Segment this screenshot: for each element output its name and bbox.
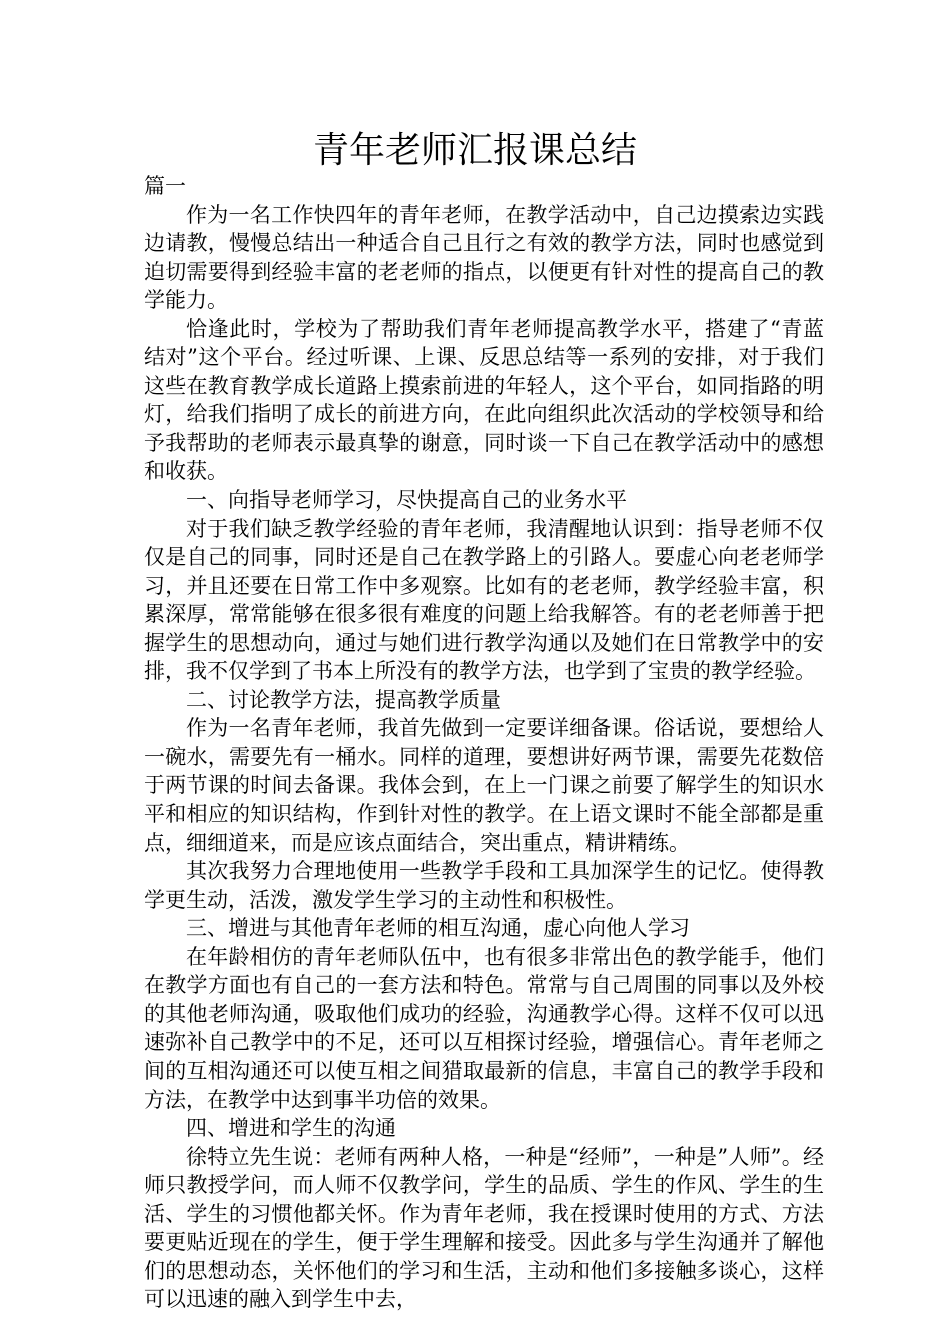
section-label: 篇一 <box>144 174 186 198</box>
paragraph-teaching-tools: 其次我努力合理地使用一些教学手段和工具加深学生的记忆。使得教学更生动，活泼，激发学生学习的主动性和积极性。 <box>144 859 824 912</box>
paragraph-platform: 恰逢此时，学校为了帮助我们青年老师提高教学水平，搭建了“青蓝结对”这个平台。经过听课、上课、反思总结等一系列的安排，对于我们这些在教育教学成长道路上摸索前进的年轻人，这个平台，如同指路的明灯，给我们指明了成长的前进方向，在此向组织此次活动的学校领导和给予我帮助的老师表示最真挚的谢意，同时谈一下自己在教学活动中的感想和收获。 <box>144 316 824 484</box>
document-title: 青年老师汇报课总结 <box>312 130 637 171</box>
heading-section-4: 四、增进和学生的沟通 <box>186 1116 396 1141</box>
heading-section-1: 一、向指导老师学习，尽快提高自己的业务水平 <box>186 488 627 513</box>
paragraph-intro: 作为一名工作快四年的青年老师，在教学活动中，自己边摸索边实践边请教，慢慢总结出一种适合自己且行之有效的教学方法，同时也感觉到迫切需要得到经验丰富的老老师的指点，以便更有针对性的提高自己的教学能力。 <box>144 202 824 313</box>
heading-section-3: 三、增进与其他青年老师的相互沟通，虚心向他人学习 <box>186 916 690 941</box>
heading-section-2: 二、讨论教学方法，提高教学质量 <box>186 687 501 712</box>
paragraph-mentor: 对于我们缺乏教学经验的青年老师，我清醒地认识到：指导老师不仅仅是自己的同事，同时还是自己在教学路上的引路人。要虚心向老老师学习，并且还要在日常工作中多观察。比如有的老老师，教学经验丰富，积累深厚，常常能够在很多很有难度的问题上给我解答。有的老老师善于把握学生的思想动向，通过与她们进行教学沟通以及她们在日常教学中的安排，我不仅学到了书本上所没有的教学方法，也学到了宝贵的教学经验。 <box>144 516 824 684</box>
paragraph-peer-communication: 在年龄相仿的青年老师队伍中，也有很多非常出色的教学能手，他们在教学方面也有自己的一套方法和特色。常常与自己周围的同事以及外校的其他老师沟通，吸取他们成功的经验，沟通教学心得。这样不仅可以迅速弥补自己教学中的不足，还可以互相探讨经验，增强信心。青年老师之间的互相沟通还可以使互相之间猎取最新的信息，丰富自己的教学手段和方法，在教学中达到事半功倍的效果。 <box>144 944 824 1112</box>
paragraph-student-communication: 徐特立先生说：老师有两种人格，一种是“经师”，一种是”人师”。经师只教授学问，而人师不仅教学问，学生的品质、学生的作风、学生的生活、学生的习惯他都关怀。作为青年老师，我在授课时使用的方式、方法要更贴近现在的学生，便于学生理解和接受。因此多与学生沟通并了解他们的思想动态，关怀他们的学习和生活，主动和他们多接触多谈心，这样可以迅速的融入到学生中去， <box>144 1144 824 1312</box>
paragraph-lesson-prep: 作为一名青年老师，我首先做到一定要详细备课。俗话说，要想给人一碗水，需要先有一桶水。同样的道理，要想讲好两节课，需要先花数倍于两节课的时间去备课。我体会到，在上一门课之前要了解学生的知识水平和相应的知识结构，作到针对性的教学。在上语文课时不能全部都是重点，细细道来，而是应该点面结合，突出重点，精讲精练。 <box>144 716 824 855</box>
document-body <box>144 172 824 1314</box>
